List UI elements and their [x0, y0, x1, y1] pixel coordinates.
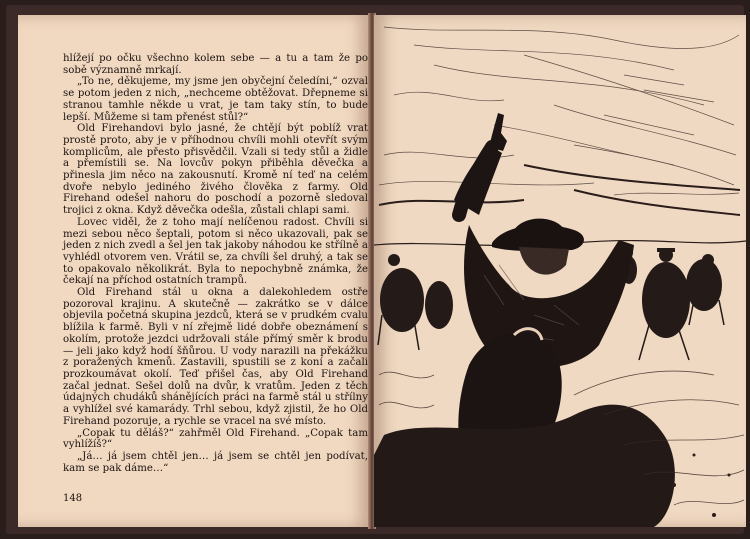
- paragraph: hlížejí po očku všechno kolem sebe — a tu a tam že po sobě významně mrkají.: [63, 53, 368, 76]
- right-page: [374, 15, 746, 527]
- paragraph: Old Firehandovi bylo jasné, že chtějí být poblíž vrat prostě proto, aby je v příhodnou chvíli mohli otevřít svým komplicům, ale přesto přisvědčil. Vzali si tedy stůl a židle a přemístili se. Na lovcův pokyn přiběhla děvečka a přinesla jim něco na zakousnutí. Kromě ní teď na celém dvoře nebylo jediného živého člověka z farmy. Old Firehand odešel nahoru do poschodí a pozorně sledoval trojici z okna. Když děvečka odešla, zůstali chlapi sami.: [63, 123, 368, 217]
- paragraph: „Já… já jsem chtěl jen… já jsem se chtěl jen podívat, kam se pak dáme…“: [63, 450, 368, 474]
- paragraph: „To ne, děkujeme, my jsme jen obyčejní čeledíni,“ ozval se potom jeden z nich, „nechceme obtěžovat. Dřepneme si stranou tamhle někde u vrat, je tam taky stín, to bude lepší. Můžeme si tam přenést stůl?“: [63, 76, 368, 123]
- page-number: 148: [63, 493, 83, 504]
- body-text: [63, 53, 368, 474]
- paragraph: Lovec viděl, že z toho mají nelíčenou radost. Chvíli si mezi sebou něco šeptali, potom si něco ukazovali, pak se jeden z nich zvedl a šel jen tak jakoby náhodou ke střílně a vyhlédl otvorem ven. Vrátil se, za chvíli šel druhý, a tak se to opakovalo několikrát. Byla to nepochybně známka, že čekají na příchod ostatních trampů.: [63, 216, 368, 287]
- paragraph: Old Firehand stál u okna a dalekohledem ostře pozoroval krajinu. A skutečně — zakrátko se v dálce objevila početná skupina jezdců, která se v prudkém cvalu blížila k farmě. Byli v ní zřejmě lidé dobře obeznámení s okolím, protože jezdci udržovali stále přímý směr k brodu — jeli jako když hodí šňůrou. U vody narazili na překážku z poražených kmenů. Zastavili, spustili se z koní a začali prozkoumávat okolí. Teď přišel čas, aby Old Firehand začal jednat. Sešel dolů na dvůr, k vratům. Jeden z těch údajných chudáků shánějících práci na farmě stál u střílny a vyhlížel své kamarády. Trhl sebou, když zjistil, že ho Old Firehand pozoruje, a rychle se vracel na své místo.: [63, 287, 368, 427]
- book-spread: [6, 5, 744, 534]
- left-page: [18, 15, 370, 527]
- paragraph: „Copak tu děláš?“ zahřměl Old Firehand. „Copak tam vyhlížíš?“: [63, 427, 368, 451]
- horseman-illustration: [374, 15, 746, 527]
